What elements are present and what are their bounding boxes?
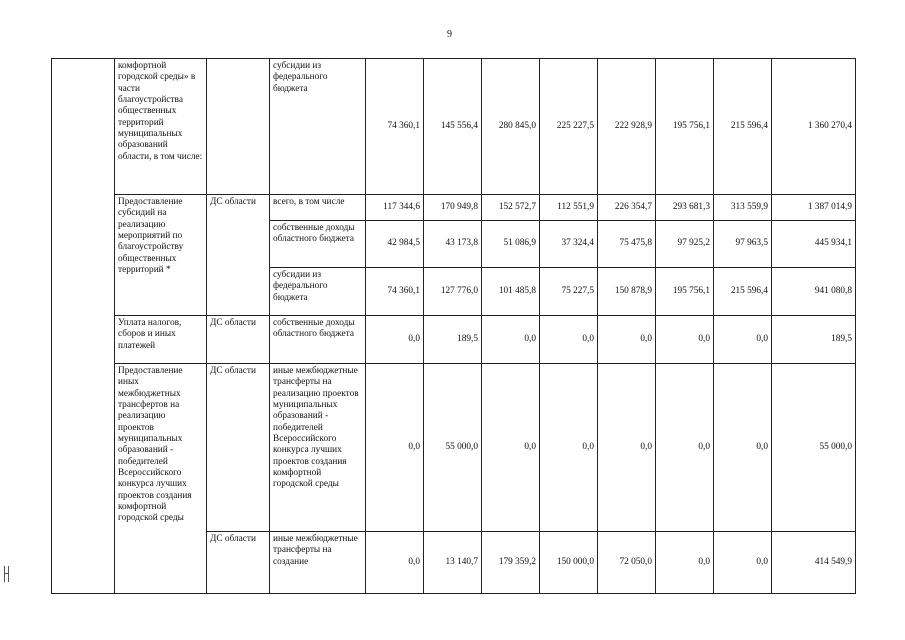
value-cell: 0,0 <box>656 532 714 594</box>
left-margin-cell <box>52 59 115 594</box>
value-cell: 0,0 <box>366 316 424 364</box>
activity-name: Уплата налогов, сборов и иных платежей <box>115 316 207 364</box>
value-cell: 13 140,7 <box>424 532 482 594</box>
value-cell: 72 050,0 <box>598 532 656 594</box>
margin-mark <box>4 566 9 582</box>
total-cell: 1 360 270,4 <box>772 59 856 195</box>
value-cell: 222 928,9 <box>598 59 656 195</box>
value-cell: 195 756,1 <box>656 59 714 195</box>
total-cell: 1 387 014,9 <box>772 195 856 221</box>
value-cell: 74 360,1 <box>366 59 424 195</box>
value-cell: 0,0 <box>482 316 540 364</box>
activity-name: Предоставление иных межбюджетных трансфертов на реализацию проектов муниципальных образований - победителей Всероссийского конкурса лучших проектов создания комфортной городской среды <box>115 364 207 594</box>
value-cell: 37 324,4 <box>540 221 598 268</box>
value-cell: 97 963,5 <box>714 221 772 268</box>
value-cell: 97 925,2 <box>656 221 714 268</box>
executor-cell: ДС области <box>207 532 270 594</box>
value-cell: 0,0 <box>598 316 656 364</box>
value-cell: 43 173,8 <box>424 221 482 268</box>
value-cell: 0,0 <box>656 316 714 364</box>
value-cell: 0,0 <box>714 532 772 594</box>
value-cell: 117 344,6 <box>366 195 424 221</box>
value-cell: 75 227,5 <box>540 268 598 316</box>
value-cell: 75 475,8 <box>598 221 656 268</box>
value-cell: 226 354,7 <box>598 195 656 221</box>
value-cell: 0,0 <box>540 316 598 364</box>
value-cell: 152 572,7 <box>482 195 540 221</box>
value-cell: 0,0 <box>482 364 540 532</box>
table-row <box>52 195 856 221</box>
funding-source: субсидии из федерального бюджета <box>270 59 366 195</box>
total-cell: 941 080,8 <box>772 268 856 316</box>
total-cell: 414 549,9 <box>772 532 856 594</box>
value-cell: 195 756,1 <box>656 268 714 316</box>
value-cell: 74 360,1 <box>366 268 424 316</box>
value-cell: 150 000,0 <box>540 532 598 594</box>
value-cell: 179 359,2 <box>482 532 540 594</box>
total-cell: 55 000,0 <box>772 364 856 532</box>
funding-source: иные межбюджетные трансферты на реализацию проектов муниципальных образований - победителей Всероссийского конкурса лучших проектов создания комфортной городской среды <box>270 364 366 532</box>
value-cell: 225 227,5 <box>540 59 598 195</box>
value-cell: 0,0 <box>366 532 424 594</box>
value-cell: 0,0 <box>598 364 656 532</box>
value-cell: 55 000,0 <box>424 364 482 532</box>
table-row <box>52 316 856 364</box>
activity-name: Предоставление субсидий на реализацию мероприятий по благоустройству общественных территорий * <box>115 195 207 316</box>
value-cell: 215 596,4 <box>714 59 772 195</box>
funding-source: всего, в том числе <box>270 195 366 221</box>
value-cell: 112 551,9 <box>540 195 598 221</box>
executor-cell: ДС области <box>207 195 270 316</box>
budget-table <box>51 58 856 594</box>
value-cell: 0,0 <box>714 364 772 532</box>
value-cell: 170 949,8 <box>424 195 482 221</box>
total-cell: 189,5 <box>772 316 856 364</box>
value-cell: 0,0 <box>656 364 714 532</box>
funding-source: иные межбюджетные трансферты на создание <box>270 532 366 594</box>
table-row <box>52 364 856 532</box>
total-cell: 445 934,1 <box>772 221 856 268</box>
page-number: 9 <box>447 29 452 40</box>
value-cell: 0,0 <box>540 364 598 532</box>
value-cell: 0,0 <box>366 364 424 532</box>
funding-source: субсидии из федерального бюджета <box>270 268 366 316</box>
value-cell: 189,5 <box>424 316 482 364</box>
value-cell: 51 086,9 <box>482 221 540 268</box>
value-cell: 313 559,9 <box>714 195 772 221</box>
value-cell: 127 776,0 <box>424 268 482 316</box>
value-cell: 101 485,8 <box>482 268 540 316</box>
value-cell: 145 556,4 <box>424 59 482 195</box>
executor-cell <box>207 59 270 195</box>
funding-source: собственные доходы областного бюджета <box>270 221 366 268</box>
value-cell: 293 681,3 <box>656 195 714 221</box>
value-cell: 215 596,4 <box>714 268 772 316</box>
table-row <box>52 59 856 195</box>
funding-source: собственные доходы областного бюджета <box>270 316 366 364</box>
value-cell: 280 845,0 <box>482 59 540 195</box>
value-cell: 42 984,5 <box>366 221 424 268</box>
activity-name: комфортной городской среды» в части благоустройства общественных территорий муниципальных образований области, в том числе: <box>115 59 207 195</box>
value-cell: 0,0 <box>714 316 772 364</box>
value-cell: 150 878,9 <box>598 268 656 316</box>
executor-cell: ДС области <box>207 316 270 364</box>
executor-cell: ДС области <box>207 364 270 532</box>
